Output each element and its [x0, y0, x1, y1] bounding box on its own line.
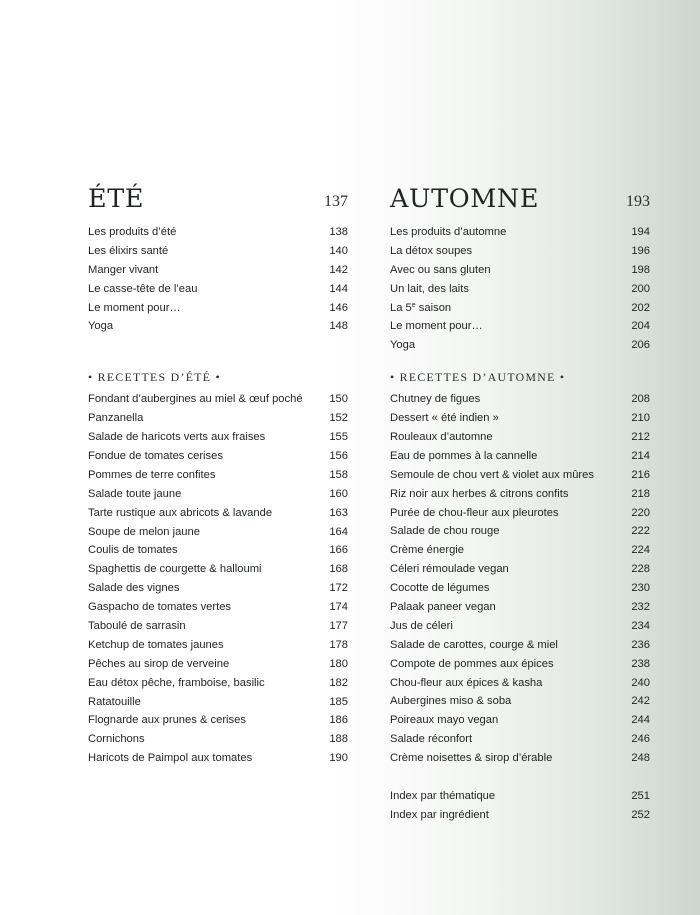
toc-entry-label [88, 261, 158, 280]
toc-entry [390, 428, 650, 447]
toc-entry-label [88, 428, 265, 447]
automne-column [390, 182, 650, 825]
toc-entry-label [390, 541, 464, 560]
automne-page-number: 193 [626, 193, 650, 210]
toc-entry-text: Aubergines miso & soba [390, 695, 512, 708]
toc-entry-text: Pommes de terre confites [88, 468, 216, 481]
toc-entry [390, 223, 650, 242]
toc-entry-page: 152 [329, 412, 348, 425]
toc-entry-page: 150 [329, 393, 348, 406]
toc-entry-label [88, 485, 181, 504]
automne-title: AUTOMNE [390, 184, 540, 214]
toc-entry [88, 655, 348, 674]
toc-entry-text: Cocotte de légumes [390, 582, 490, 595]
toc-entry [390, 299, 650, 318]
toc-entry-page: 177 [329, 620, 348, 633]
toc-entry-page: 230 [631, 582, 650, 595]
toc-entry-page: 194 [631, 226, 650, 238]
toc-entry [88, 317, 348, 336]
toc-entry-label [390, 317, 483, 336]
toc-entry-page: 234 [631, 619, 650, 632]
toc-entry-label [390, 299, 451, 318]
toc-entry-page: 232 [631, 601, 650, 614]
toc-entry-label [390, 280, 469, 299]
toc-entry [390, 730, 650, 749]
toc-entry-text: Les produits d’été [88, 226, 177, 238]
toc-entry-label [88, 223, 176, 242]
toc-entry-label [88, 730, 145, 749]
toc-entry-text: Riz noir aux herbes & citrons confits [390, 487, 569, 500]
toc-entry-label [88, 466, 215, 485]
toc-entry-page: 218 [631, 487, 650, 500]
toc-entry-text: Eau détox pêche, framboise, basilic [88, 676, 265, 689]
toc-entry-text: Le moment pour… [88, 301, 181, 314]
toc-entry-page: 216 [631, 468, 650, 481]
toc-entry [88, 730, 348, 749]
toc-entry-page: 208 [631, 393, 650, 406]
toc-entry-label [88, 280, 197, 299]
toc-entry [390, 636, 650, 655]
toc-entry-page: 242 [631, 695, 650, 708]
toc-entry-label [88, 693, 141, 712]
toc-entry [390, 806, 650, 825]
toc-entry-label [88, 317, 113, 336]
toc-entry-page: 155 [329, 431, 348, 444]
toc-entry-label [390, 504, 559, 523]
toc-entry [88, 636, 348, 655]
toc-entry-page: 146 [329, 301, 348, 314]
toc-entry-text: Le moment pour… [390, 320, 483, 333]
toc-entry-page: 222 [631, 525, 650, 538]
toc-entry-text: Yoga [88, 320, 114, 333]
toc-entry-text: Ratatouille [88, 695, 141, 708]
toc-entry [390, 560, 650, 579]
toc-entry-label [390, 655, 554, 674]
toc-entry [390, 749, 650, 768]
toc-entry-label [88, 674, 265, 693]
toc-entry-page: 182 [329, 676, 348, 689]
toc-entry-text: La détox soupes [390, 244, 473, 257]
ete-header [88, 182, 348, 216]
ete-topics [88, 223, 348, 336]
toc-entry-label [390, 579, 490, 598]
toc-entry-text: Manger vivant [88, 263, 159, 276]
toc-entry [390, 787, 650, 806]
toc-entry-text: Chou-fleur aux épices & kasha [390, 676, 543, 689]
toc-entry-label [88, 617, 186, 636]
toc-entry-label [390, 636, 558, 655]
toc-entry-label [88, 409, 143, 428]
toc-entry [88, 560, 348, 579]
toc-entry [88, 280, 348, 299]
toc-entry-page: 185 [329, 695, 348, 708]
toc-entry-page: 186 [329, 714, 348, 727]
toc-entry-label [88, 711, 246, 730]
toc-entry-label [390, 223, 506, 242]
toc-entry-label [390, 692, 511, 711]
toc-entry-page: 244 [631, 714, 650, 727]
toc-entry-page: 236 [631, 638, 650, 651]
toc-entry-label [88, 579, 179, 598]
toc-entry-text: Tarte rustique aux abricots & lavande [88, 506, 273, 519]
toc-entry-page: 228 [631, 563, 650, 576]
toc-entry [390, 280, 650, 299]
toc-entry-label [390, 466, 594, 485]
toc-entry-text: Un lait, des laits [390, 282, 469, 295]
automne-recipes-heading: • RECETTES D’AUTOMNE • [390, 370, 566, 385]
toc-entry-text: Salade de haricots verts aux fraises [88, 431, 266, 444]
toc-entry-text: Ketchup de tomates jaunes [88, 638, 224, 651]
toc-entry [390, 711, 650, 730]
ete-column [88, 182, 348, 768]
toc-entry-label [88, 636, 224, 655]
toc-entry [390, 674, 650, 693]
toc-entry-page: 156 [329, 450, 348, 463]
toc-entry-text: Index par ingrédient [390, 808, 489, 821]
toc-entry-page: 198 [631, 263, 650, 276]
toc-entry-text: Purée de chou-fleur aux pleurotes [390, 506, 559, 519]
toc-entry-text: Pêches au sirop de verveine [88, 657, 230, 670]
toc-entry-page: 148 [329, 320, 348, 333]
toc-entry-page: 163 [329, 506, 348, 519]
toc-entry-page: 172 [329, 582, 348, 595]
toc-entry-text: Coulis de tomates [88, 544, 178, 557]
toc-entry-page: 210 [631, 412, 650, 425]
toc-entry [88, 299, 348, 318]
toc-entry-text: Les élixirs santé [88, 244, 169, 257]
automne-topics [390, 223, 650, 355]
automne-header [390, 182, 650, 216]
toc-entry-text: Les produits d’automne [390, 226, 507, 238]
toc-entry-label [390, 711, 498, 730]
toc-entry [88, 579, 348, 598]
toc-entry-page: 140 [329, 244, 348, 257]
toc-entry-label [390, 428, 493, 447]
toc-entry-text: Flognarde aux prunes & cerises [88, 714, 246, 727]
toc-entry-label [88, 299, 181, 318]
toc-entry [390, 409, 650, 428]
toc-entry [88, 447, 348, 466]
toc-entry-page: 144 [329, 282, 348, 295]
toc-entry-label [390, 598, 496, 617]
toc-entry-page: 212 [631, 431, 650, 444]
toc-entry [390, 390, 650, 409]
automne-recipes [390, 390, 650, 768]
toc-entry-page: 224 [631, 544, 650, 557]
toc-entry-label [390, 485, 568, 504]
toc-entry [88, 390, 348, 409]
toc-entry-label [390, 447, 537, 466]
toc-entry [390, 485, 650, 504]
toc-entry-label [390, 242, 472, 261]
toc-entry-page: 214 [631, 449, 650, 462]
toc-entry-text: La 5 [390, 301, 412, 314]
toc-entry-text: Salade de carottes, courge & miel [390, 638, 558, 651]
toc-entry-text: Chutney de figues [390, 393, 481, 406]
toc-entry-label [88, 560, 262, 579]
toc-entry-text: Avec ou sans gluten [390, 263, 491, 276]
toc-entry-text: Compote de pommes aux épices [390, 657, 554, 670]
toc-entry-page: 202 [631, 301, 650, 314]
index-list [390, 787, 650, 825]
toc-entry-page: 168 [329, 563, 348, 576]
toc-entry-text-rest: saison [415, 301, 452, 314]
ete-recipes [88, 390, 348, 768]
toc-entry-label [390, 560, 509, 579]
toc-entry-page: 166 [329, 544, 348, 557]
toc-entry-page: 178 [329, 638, 348, 651]
toc-entry-label [390, 336, 415, 355]
toc-entry [390, 317, 650, 336]
toc-entry-text: Taboulé de sarrasin [88, 620, 186, 633]
toc-entry-page: 174 [329, 601, 348, 614]
toc-entry-page: 190 [329, 752, 348, 765]
toc-entry-text: Haricots de Paimpol aux tomates [88, 752, 253, 765]
toc-entry-text: Fondue de tomates cerises [88, 450, 223, 463]
toc-entry [390, 522, 650, 541]
toc-entry [88, 674, 348, 693]
toc-entry-label [88, 504, 272, 523]
toc-entry-text: Jus de céleri [390, 619, 453, 632]
toc-entry-label [390, 787, 495, 806]
toc-entry-label [88, 447, 223, 466]
toc-entry-text: Yoga [390, 339, 416, 352]
toc-entry [88, 598, 348, 617]
superscript: e [411, 301, 416, 309]
toc-entry [390, 261, 650, 280]
toc-entry [88, 428, 348, 447]
toc-entry [390, 541, 650, 560]
toc-entry-page: 220 [631, 506, 650, 519]
toc-entry-text: Soupe de melon jaune [88, 525, 200, 538]
ete-page-number: 137 [324, 193, 348, 210]
toc-entry [390, 504, 650, 523]
toc-entry-page: 246 [631, 733, 650, 746]
toc-entry-label [88, 523, 200, 542]
toc-entry [390, 617, 650, 636]
toc-entry-page: 200 [631, 282, 650, 295]
toc-entry-label [390, 617, 453, 636]
ete-title: ÉTÉ [88, 184, 145, 214]
toc-entry [390, 579, 650, 598]
toc-entry [88, 485, 348, 504]
toc-entry [390, 447, 650, 466]
toc-entry-page: 252 [631, 808, 650, 821]
toc-entry-label [390, 749, 552, 768]
toc-entry [88, 223, 348, 242]
toc-entry-text: Salade toute jaune [88, 487, 182, 500]
toc-entry-page: 180 [329, 657, 348, 670]
toc-entry-text: Semoule de chou vert & violet aux mûres [390, 468, 594, 481]
toc-entry-text: Gaspacho de tomates vertes [88, 601, 232, 614]
toc-entry-text: Fondant d’aubergines au miel & œuf poché [88, 393, 303, 406]
toc-entry-page: 251 [631, 790, 650, 803]
toc-entry [390, 692, 650, 711]
toc-entry [88, 261, 348, 280]
toc-entry-text: Crème énergie [390, 544, 464, 557]
toc-entry-page: 206 [631, 339, 650, 352]
toc-entry-label [390, 390, 480, 409]
toc-entry-label [88, 749, 252, 768]
toc-entry-text: Rouleaux d’automne [390, 431, 493, 444]
toc-entry-label [88, 541, 178, 560]
toc-entry [390, 466, 650, 485]
toc-entry-text: Panzanella [88, 412, 144, 425]
toc-entry-text: Spaghettis de courgette & halloumi [88, 563, 262, 576]
toc-entry-text: Céleri rémoulade vegan [390, 563, 509, 576]
toc-entry-text: Eau de pommes à la cannelle [390, 449, 538, 462]
toc-entry-text: Le casse-tête de l’eau [88, 282, 198, 295]
toc-entry-label [88, 390, 303, 409]
toc-entry-text: Salade de chou rouge [390, 525, 500, 538]
toc-entry [390, 655, 650, 674]
toc-entry-label [390, 806, 489, 825]
toc-entry-label [390, 674, 542, 693]
toc-entry-label [88, 655, 229, 674]
toc-entry [88, 617, 348, 636]
toc-entry [390, 242, 650, 261]
toc-entry [390, 598, 650, 617]
toc-entry-page: 188 [329, 733, 348, 746]
toc-entry [88, 541, 348, 560]
toc-entry-page: 158 [329, 468, 348, 481]
toc-entry [88, 242, 348, 261]
toc-entry-page: 204 [631, 320, 650, 333]
toc-entry-text: Salade réconfort [390, 733, 473, 746]
toc-entry [88, 466, 348, 485]
toc-entry-label [88, 242, 168, 261]
toc-entry-page: 248 [631, 752, 650, 765]
toc-entry-text: Cornichons [88, 733, 145, 746]
toc-entry-page: 240 [631, 676, 650, 689]
toc-entry-text: Index par thématique [390, 790, 496, 803]
toc-entry-page: 238 [631, 657, 650, 670]
toc-entry-text: Salade des vignes [88, 582, 180, 595]
toc-entry-text: Crème noisettes & sirop d’érable [390, 752, 553, 765]
toc-entry [88, 711, 348, 730]
toc-entry-page: 160 [329, 487, 348, 500]
toc-entry [88, 523, 348, 542]
toc-entry [88, 504, 348, 523]
toc-entry-text: Dessert « été indien » [390, 412, 499, 425]
toc-entry-label [390, 730, 472, 749]
toc-entry-page: 138 [329, 226, 348, 238]
toc-entry-label [88, 598, 231, 617]
toc-entry-page: 196 [631, 244, 650, 257]
toc-entry-page: 142 [329, 263, 348, 276]
toc-entry [88, 409, 348, 428]
toc-entry-label [390, 522, 499, 541]
toc-entry-label [390, 409, 499, 428]
toc-entry-label [390, 261, 491, 280]
toc-entry-text: Palaak paneer vegan [390, 601, 496, 614]
toc-entry [88, 749, 348, 768]
toc-entry-text: Poireaux mayo vegan [390, 714, 499, 727]
toc-entry [88, 693, 348, 712]
toc-entry [390, 336, 650, 355]
toc-entry-page: 164 [329, 525, 348, 538]
ete-recipes-heading: • RECETTES D’ÉTÉ • [88, 370, 221, 385]
